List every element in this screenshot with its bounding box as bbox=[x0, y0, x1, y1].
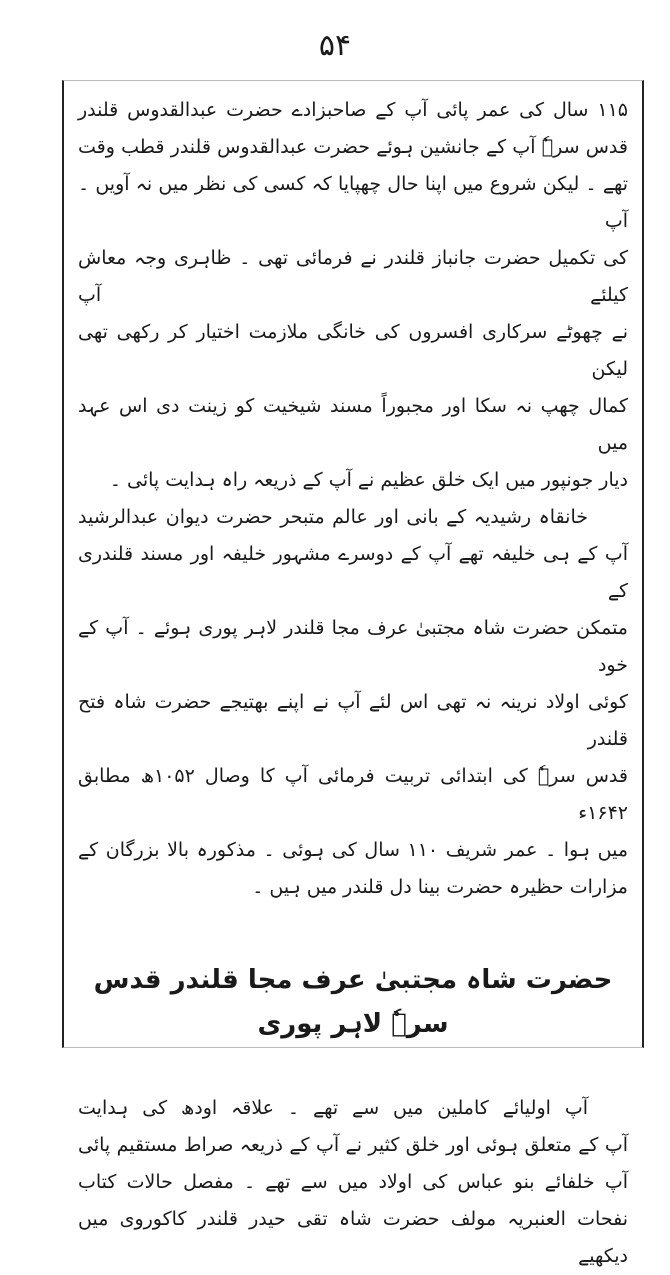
section-heading: حضرت شاہ مجتبیٰ عرف مجا قلندر قدس سرہٗ لاہر پوری bbox=[93, 965, 613, 1039]
text-line: مزارات حظیرہ حضرت بینا دل قلندر میں ہیں ۔ bbox=[252, 876, 628, 898]
text-line: آپ کے متعلق ہوئی اور خلق کثیر نے آپ کے ذریعہ صراط مستقیم پائی bbox=[78, 1134, 628, 1156]
section-2-text bbox=[78, 1090, 628, 1275]
page-number: ۵۴ bbox=[318, 28, 352, 63]
text-line: قدس سرہٗ آپ کے جانشین ہوئے حضرت عبدالقدوس قلندر قطب وقت bbox=[78, 136, 628, 158]
section-1-text bbox=[78, 92, 628, 906]
page-content bbox=[78, 92, 628, 1275]
text-line: خانقاہ رشیدیہ کے بانی اور عالم متبحر حضرت دیوان عبدالرشید bbox=[78, 506, 588, 528]
text-line: نے چھوٹے سرکاری افسروں کی خانگی ملازمت اختیار کر رکھی تھی لیکن bbox=[78, 321, 628, 380]
text-line: آپ کے ہی خلیفہ تھے آپ کے دوسرے مشہور خلیفہ اور مسند قلندری کے bbox=[78, 543, 628, 602]
text-line: میں ہوا ۔ عمر شریف ۱۱۰ سال کی ہوئی ۔ مذکورہ بالا بزرگان کے bbox=[78, 839, 628, 861]
text-line: قدس سرہٗ کی ابتدائی تربیت فرمائی آپ کا وصال ۱۰۵۲ھ مطابق ۱۶۴۲ء bbox=[78, 765, 628, 824]
text-line: کی تکمیل حضرت جانباز قلندر نے فرمائی تھی ۔ ظاہری وجہ معاش کیلئے آپ bbox=[78, 247, 628, 306]
text-line: کوئی اولاد نرینہ نہ تھی اس لئے آپ نے اپنے بھتیجے حضرت شاہ فتح قلندر bbox=[78, 691, 628, 750]
text-line: نفحات العنبریہ مولف حضرت شاہ تقی حیدر قلندر کاکوروی میں دیکھیے bbox=[78, 1208, 628, 1267]
text-line: آپ خلفائے بنو عباس کی اولاد میں سے تھے ۔ مفصل حالات کتاب bbox=[78, 1171, 628, 1193]
text-line: ۱۱۵ سال کی عمر پائی آپ کے صاحبزادے حضرت عبدالقدوس قلندر bbox=[78, 99, 628, 121]
text-line: کمال چھپ نہ سکا اور مجبوراً مسند شیخیت کو زینت دی اس عہد میں bbox=[78, 395, 628, 454]
text-line: آپ اولیائے کاملین میں سے تھے ۔ علاقہ اودھ کی ہدایت bbox=[78, 1097, 588, 1119]
text-line: دیار جونپور میں ایک خلق عظیم نے آپ کے ذریعہ راہ ہدایت پائی ۔ bbox=[109, 469, 628, 491]
text-line: متمکن حضرت شاہ مجتبیٰ عرف مجا قلندر لاہر پوری ہوئے ۔ آپ کے خود bbox=[78, 617, 628, 676]
text-line: تھے ۔ لیکن شروع میں اپنا حال چھپایا کہ کسی کی نظر میں نہ آویں ۔ آپ bbox=[78, 173, 628, 232]
